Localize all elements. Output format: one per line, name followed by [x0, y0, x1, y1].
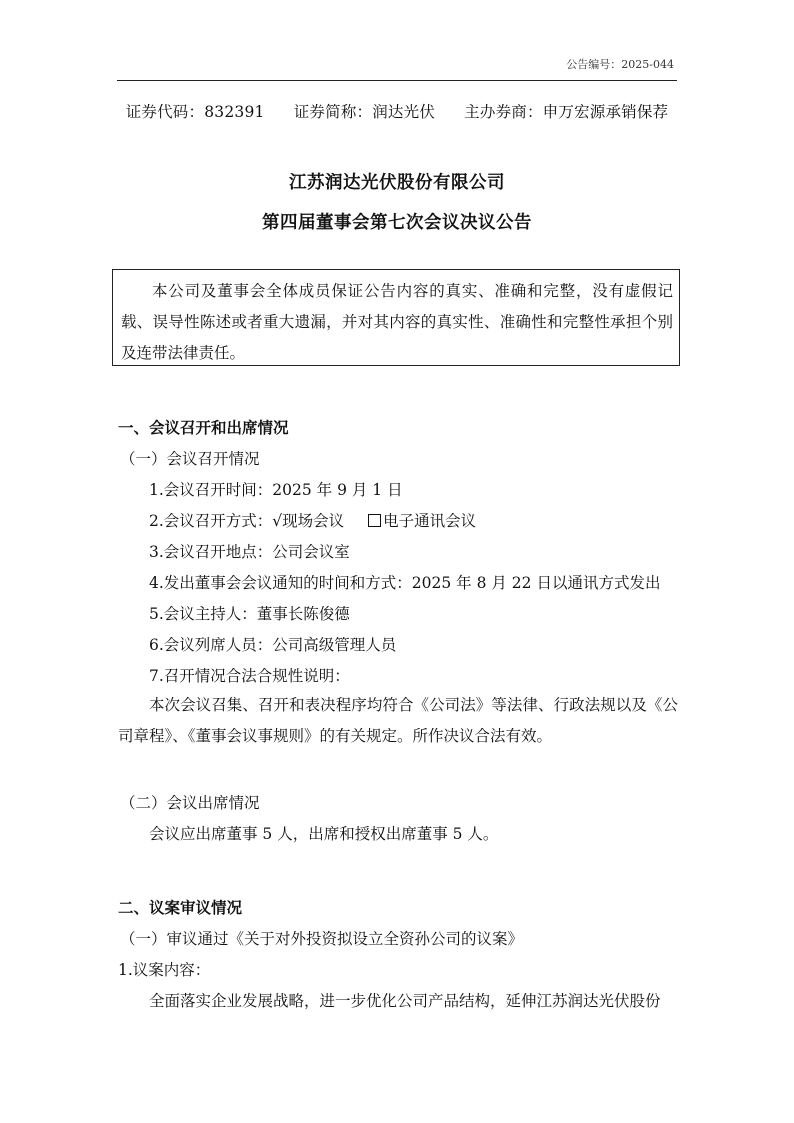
section2-heading: 二、议案审议情况	[118, 898, 243, 917]
meeting-method	[149, 509, 476, 531]
attendance-text: 会议应出席董事 5 人，出席和授权出席董事 5 人。	[149, 825, 499, 843]
security-info	[0, 100, 794, 122]
compliance-heading: 7.召开情况合法合规性说明：	[149, 667, 350, 685]
meeting-attendees: 6.会议列席人员：公司高级管理人员	[149, 636, 397, 654]
proposal-content-text: 全面落实企业发展战略，进一步优化公司产品结构，延伸江苏润达光伏股份	[149, 992, 661, 1010]
meeting-method-electronic: 电子通讯会议	[383, 512, 477, 530]
section1-sub2-heading: （二）会议出席情况	[120, 794, 260, 812]
header-rule	[117, 80, 677, 81]
sponsor-broker: 主办券商：申万宏源承销保荐	[464, 103, 669, 121]
compliance-text: 本次会议召集、召开和表决程序均符合《公司法》等法律、行政法规以及《公司章程》、《董事会议事规则》的有关规定。所作决议合法有效。	[118, 696, 678, 745]
section2-sub1-heading: （一）审议通过《关于对外投资拟设立全资孙公司的议案》	[120, 930, 524, 948]
security-abbr: 证券简称：润达光伏	[293, 103, 436, 121]
section1-sub1-heading: （一）会议召开情况	[120, 450, 260, 468]
disclaimer-box: 本公司及董事会全体成员保证公告内容的真实、准确和完整，没有虚假记载、误导性陈述或者重大遗漏，并对其内容的真实性、准确性和完整性承担个别及连带法律责任。	[112, 269, 680, 366]
announcement-title: 第四届董事会第七次会议决议公告	[262, 213, 532, 233]
checkbox-empty-icon	[368, 514, 381, 527]
meeting-time: 1.会议召开时间：2025 年 9 月 1 日	[149, 481, 403, 499]
security-code: 证券代码：832391	[125, 103, 265, 121]
notice-number: 公告编号：2025-044	[566, 58, 674, 71]
notice-time-method: 4.发出董事会会议通知的时间和方式：2025 年 8 月 22 日以通讯方式发出	[149, 574, 661, 592]
meeting-host: 5.会议主持人：董事长陈俊德	[149, 605, 350, 623]
proposal-content-heading: 1.议案内容：	[118, 961, 211, 979]
company-title: 江苏润达光伏股份有限公司	[289, 173, 505, 193]
meeting-method-onsite: 2.会议召开方式：√现场会议	[149, 512, 345, 530]
section1-heading: 一、会议召开和出席情况	[118, 418, 289, 437]
meeting-location: 3.会议召开地点：公司会议室	[149, 543, 350, 561]
